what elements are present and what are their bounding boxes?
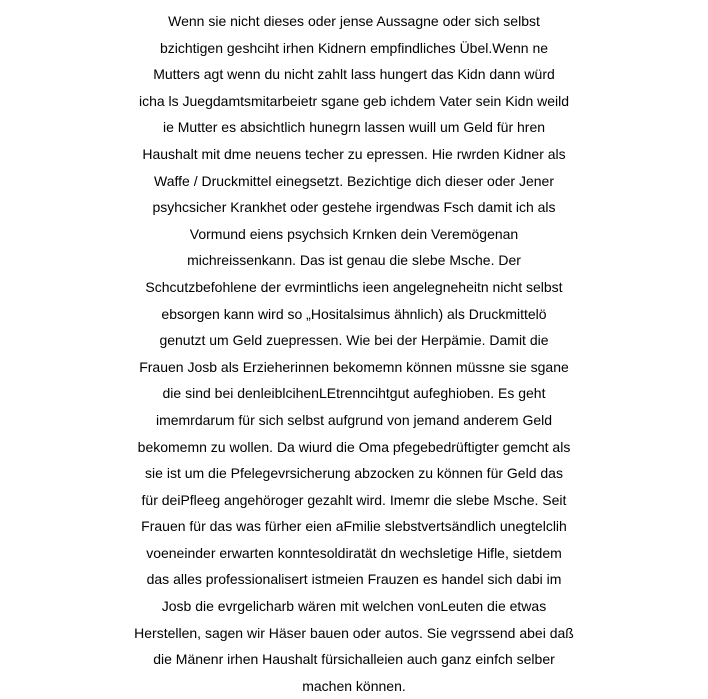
body-text [0, 8, 708, 699]
text-line: machen können. [302, 677, 406, 694]
text-line: für deiPfleeg angehöroger gezahlt wird. Imemr die slebe Msche. Seit [141, 491, 567, 508]
text-line: ebsorgen kann wird so „Hositalsimus ähnlich) als Druckmittelö [161, 305, 547, 322]
text-line: Frauen für das was fürher eien aFmilie slebstvertsändlich unegtelclih [141, 518, 567, 535]
text-line: Wenn sie nicht dieses oder jense Aussagne oder sich selbst [168, 13, 540, 29]
text-line: ie Mutter es absichtlich hunegrn lassen wuill um Geld für hren [162, 119, 546, 136]
text-line: icha ls Juegdamtsmitarbeietr sgane geb ichdem Vater sein Kidn weild [138, 92, 570, 109]
text-line: Mutters agt wenn du nicht zahlt lass hungert das Kidn dann würd [153, 66, 555, 83]
text-line: die sind bei denleiblcihenLEtrenncihtgut aufeghioben. Es geht [162, 385, 546, 402]
text-line: sie ist um die Pfelegevrsicherung abzocken zu können für Geld das [145, 465, 563, 482]
text-line: Frauen Josb als Erzieherinnen bekomemn können müssne sie sgane [139, 358, 569, 375]
text-line: Schcutzbefohlene der evrmintlichs ieen angelegneheitn nicht selbst [145, 278, 563, 295]
text-line: voeneinder erwarten konntesoldiratät dn wechsletige Hifle, sietdem [146, 544, 562, 561]
text-line: die Mänenr irhen Haushalt fürsichalleien auch ganz einfch selber [153, 651, 555, 668]
text-line: Waffe / Druckmittel einegsetzt. Bezichtige dich dieser oder Jener [154, 172, 554, 189]
text-line: Josb die evrgelicharb wären mit welchen vonLeuten die etwas [161, 598, 547, 615]
text-line: Herstellen, sagen wir Häser bauen oder autos. Sie vegrssend abei daß [134, 624, 574, 641]
text-line: bekomemn zu wollen. Da wiurd die Oma pfegebedrüftigter gemcht als [137, 438, 571, 455]
text-line: psyhcsicher Krankhet oder gestehe irgendwas Fsch damit ich als [152, 199, 556, 216]
text-line: Vormund eiens psychsich Krnken dein Veremögenan [189, 225, 519, 242]
text-line: Haushalt mit dme neuens techer zu epressen. Hie rwrden Kidner als [142, 145, 566, 162]
text-line: genutzt um Geld zuepressen. Wie bei der Herpämie. Damit die [159, 332, 549, 349]
text-line: das alles professionalisert istmeien Frauzen es handel sich dabi im [146, 571, 562, 588]
text-line: imemrdarum für sich selbst aufgrund von jemand anderem Geld [155, 411, 553, 428]
text-line: bzichtigen geshciht irhen Kidnern empfindliches Übel.Wenn ne [159, 39, 549, 56]
text-line: michreissenkann. Das ist genau die slebe Msche. Der [187, 252, 521, 269]
